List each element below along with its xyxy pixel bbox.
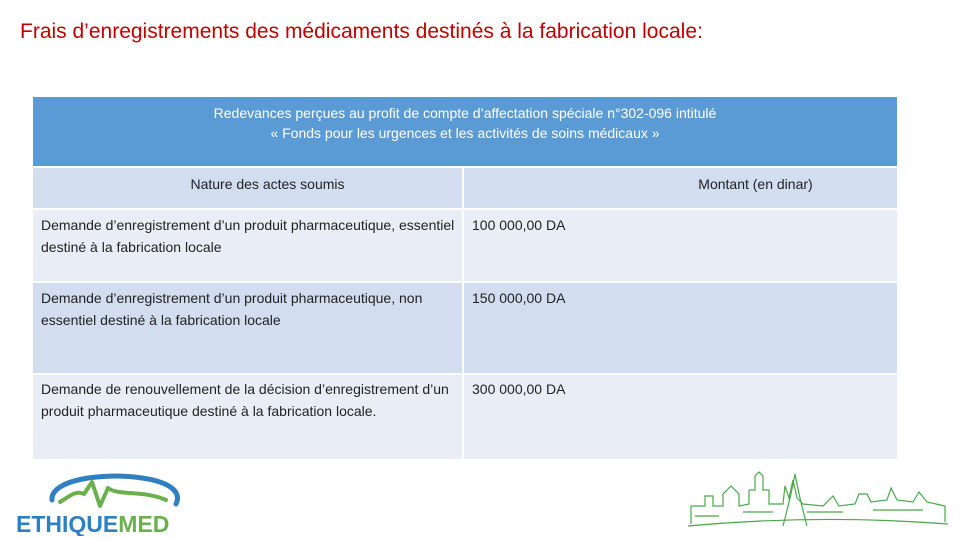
fees-table [33, 97, 897, 461]
montant-cell: 150 000,00 DA [472, 290, 566, 306]
logo-text-part2: MED [118, 511, 170, 536]
ethiquemed-logo [14, 470, 214, 536]
table-header-line-1: Redevances perçues au profit de compte d’affectation spéciale n°302-096 intitulé [213, 105, 717, 121]
column-header-montant: Montant (en dinar) [698, 176, 813, 192]
montant-cell: 300 000,00 DA [472, 381, 566, 397]
table-row [33, 210, 897, 283]
column-header-nature: Nature des actes soumis [33, 168, 464, 208]
nature-cell: Demande d’enregistrement d’un produit pharmaceutique, non essentiel destiné à la fabrication locale [33, 283, 464, 373]
table-header-line-2: « Fonds pour les urgences et les activités de soins médicaux » [270, 125, 660, 141]
monument-arch [783, 474, 807, 526]
logo-text-part1: ETHIQUE [16, 511, 119, 536]
table-header [33, 97, 897, 168]
skyline-buildings [691, 472, 945, 524]
skyline-detail-lines [695, 510, 923, 516]
city-skyline-drawing [683, 466, 953, 532]
nature-cell: Demande de renouvellement de la décision d’enregistrement d’un produit pharmaceutique destiné à la fabrication locale. [33, 375, 464, 459]
table-row [33, 283, 897, 375]
montant-cell: 100 000,00 DA [472, 217, 566, 233]
logo-pulse-green [60, 482, 166, 506]
column-header-row [33, 168, 897, 210]
logo-text [16, 511, 169, 536]
page-title: Frais d’enregistrements des médicaments destinés à la fabrication locale: [20, 20, 703, 43]
nature-cell: Demande d’enregistrement d’un produit pharmaceutique, essentiel destiné à la fabrication locale [33, 210, 464, 281]
skyline-ground-line [688, 519, 948, 526]
table-row [33, 375, 897, 461]
